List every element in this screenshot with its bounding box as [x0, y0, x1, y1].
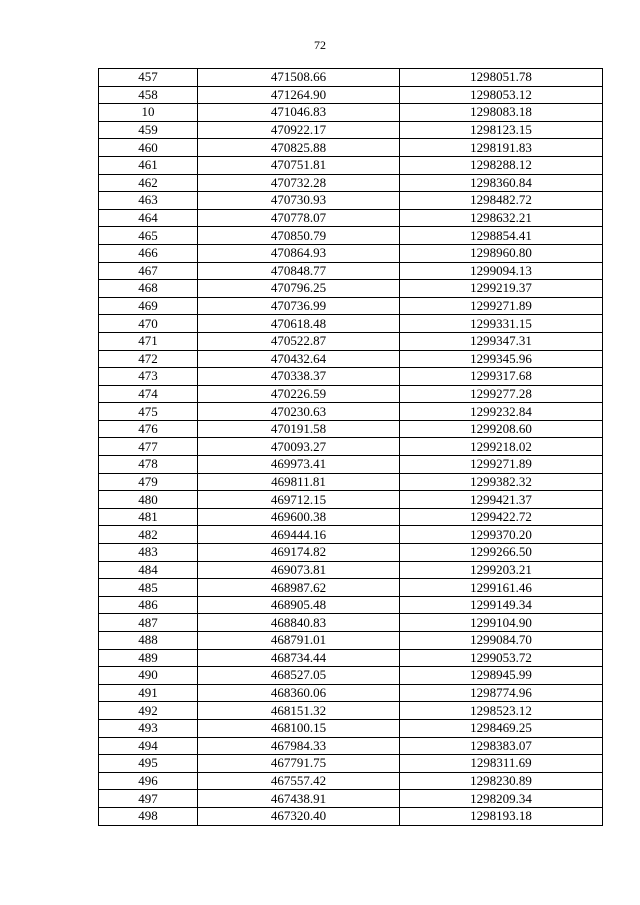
- x-coordinate-cell: 469174.82: [198, 544, 400, 562]
- point-number-cell: 495: [99, 755, 198, 773]
- point-number-cell: 494: [99, 737, 198, 755]
- table-row: [99, 104, 603, 122]
- table-row: [99, 755, 603, 773]
- y-coordinate-cell: 1299271.89: [400, 297, 603, 315]
- y-coordinate-cell: 1298051.78: [400, 69, 603, 87]
- point-number-cell: 458: [99, 86, 198, 104]
- x-coordinate-cell: 470230.63: [198, 403, 400, 421]
- y-coordinate-cell: 1299203.21: [400, 561, 603, 579]
- y-coordinate-cell: 1298288.12: [400, 156, 603, 174]
- y-coordinate-cell: 1299104.90: [400, 614, 603, 632]
- table-row: [99, 684, 603, 702]
- table-row: [99, 473, 603, 491]
- table-row: [99, 632, 603, 650]
- x-coordinate-cell: 470226.59: [198, 385, 400, 403]
- point-number-cell: 10: [99, 104, 198, 122]
- y-coordinate-cell: 1298469.25: [400, 719, 603, 737]
- point-number-cell: 464: [99, 209, 198, 227]
- x-coordinate-cell: 470191.58: [198, 420, 400, 438]
- table-row: [99, 69, 603, 87]
- y-coordinate-cell: 1299277.28: [400, 385, 603, 403]
- point-number-cell: 468: [99, 280, 198, 298]
- y-coordinate-cell: 1298945.99: [400, 667, 603, 685]
- y-coordinate-cell: 1298632.21: [400, 209, 603, 227]
- x-coordinate-cell: 467557.42: [198, 772, 400, 790]
- point-number-cell: 463: [99, 192, 198, 210]
- table-row: [99, 719, 603, 737]
- table-row: [99, 508, 603, 526]
- x-coordinate-cell: 468791.01: [198, 632, 400, 650]
- point-number-cell: 481: [99, 508, 198, 526]
- x-coordinate-cell: 468100.15: [198, 719, 400, 737]
- y-coordinate-cell: 1298311.69: [400, 755, 603, 773]
- y-coordinate-cell: 1298854.41: [400, 227, 603, 245]
- point-number-cell: 490: [99, 667, 198, 685]
- y-coordinate-cell: 1299331.15: [400, 315, 603, 333]
- point-number-cell: 461: [99, 156, 198, 174]
- y-coordinate-cell: 1298123.15: [400, 121, 603, 139]
- point-number-cell: 487: [99, 614, 198, 632]
- x-coordinate-cell: 471264.90: [198, 86, 400, 104]
- table-row: [99, 368, 603, 386]
- y-coordinate-cell: 1298774.96: [400, 684, 603, 702]
- x-coordinate-cell: 470730.93: [198, 192, 400, 210]
- y-coordinate-cell: 1298209.34: [400, 790, 603, 808]
- point-number-cell: 462: [99, 174, 198, 192]
- point-number-cell: 466: [99, 244, 198, 262]
- y-coordinate-cell: 1299149.34: [400, 596, 603, 614]
- y-coordinate-cell: 1299208.60: [400, 420, 603, 438]
- table-row: [99, 156, 603, 174]
- page-number: 72: [314, 38, 326, 52]
- y-coordinate-cell: 1299219.37: [400, 280, 603, 298]
- x-coordinate-cell: 470825.88: [198, 139, 400, 157]
- y-coordinate-cell: 1299084.70: [400, 632, 603, 650]
- x-coordinate-cell: 470432.64: [198, 350, 400, 368]
- x-coordinate-cell: 470736.99: [198, 297, 400, 315]
- x-coordinate-cell: 468527.05: [198, 667, 400, 685]
- x-coordinate-cell: 468905.48: [198, 596, 400, 614]
- table-row: [99, 579, 603, 597]
- y-coordinate-cell: 1299347.31: [400, 332, 603, 350]
- x-coordinate-cell: 468987.62: [198, 579, 400, 597]
- point-number-cell: 488: [99, 632, 198, 650]
- point-number-cell: 498: [99, 807, 198, 825]
- x-coordinate-cell: 469444.16: [198, 526, 400, 544]
- table-row: [99, 667, 603, 685]
- table-row: [99, 315, 603, 333]
- table-row: [99, 385, 603, 403]
- y-coordinate-cell: 1298482.72: [400, 192, 603, 210]
- x-coordinate-cell: 470338.37: [198, 368, 400, 386]
- y-coordinate-cell: 1299421.37: [400, 491, 603, 509]
- point-number-cell: 491: [99, 684, 198, 702]
- y-coordinate-cell: 1299232.84: [400, 403, 603, 421]
- point-number-cell: 497: [99, 790, 198, 808]
- point-number-cell: 460: [99, 139, 198, 157]
- point-number-cell: 482: [99, 526, 198, 544]
- point-number-cell: 484: [99, 561, 198, 579]
- table-row: [99, 614, 603, 632]
- table-row: [99, 790, 603, 808]
- table-row: [99, 491, 603, 509]
- table-row: [99, 86, 603, 104]
- point-number-cell: 476: [99, 420, 198, 438]
- y-coordinate-cell: 1299266.50: [400, 544, 603, 562]
- table-row: [99, 350, 603, 368]
- table-row: [99, 807, 603, 825]
- table-row: [99, 262, 603, 280]
- x-coordinate-cell: 470522.87: [198, 332, 400, 350]
- point-number-cell: 459: [99, 121, 198, 139]
- x-coordinate-cell: 469600.38: [198, 508, 400, 526]
- table-row: [99, 227, 603, 245]
- table-row: [99, 649, 603, 667]
- x-coordinate-cell: 469712.15: [198, 491, 400, 509]
- point-number-cell: 479: [99, 473, 198, 491]
- y-coordinate-cell: 1299094.13: [400, 262, 603, 280]
- x-coordinate-cell: 470751.81: [198, 156, 400, 174]
- coordinates-table-body: [99, 69, 603, 826]
- x-coordinate-cell: 470850.79: [198, 227, 400, 245]
- coordinates-table: [98, 68, 603, 826]
- y-coordinate-cell: 1299317.68: [400, 368, 603, 386]
- point-number-cell: 470: [99, 315, 198, 333]
- point-number-cell: 480: [99, 491, 198, 509]
- table-row: [99, 526, 603, 544]
- y-coordinate-cell: 1298960.80: [400, 244, 603, 262]
- point-number-cell: 489: [99, 649, 198, 667]
- x-coordinate-cell: 467320.40: [198, 807, 400, 825]
- table-row: [99, 332, 603, 350]
- point-number-cell: 496: [99, 772, 198, 790]
- table-row: [99, 456, 603, 474]
- point-number-cell: 483: [99, 544, 198, 562]
- table-row: [99, 244, 603, 262]
- y-coordinate-cell: 1298360.84: [400, 174, 603, 192]
- point-number-cell: 469: [99, 297, 198, 315]
- table-row: [99, 403, 603, 421]
- table-row: [99, 297, 603, 315]
- y-coordinate-cell: 1298383.07: [400, 737, 603, 755]
- y-coordinate-cell: 1298083.18: [400, 104, 603, 122]
- table-row: [99, 174, 603, 192]
- y-coordinate-cell: 1299161.46: [400, 579, 603, 597]
- x-coordinate-cell: 469073.81: [198, 561, 400, 579]
- point-number-cell: 477: [99, 438, 198, 456]
- point-number-cell: 492: [99, 702, 198, 720]
- table-row: [99, 702, 603, 720]
- y-coordinate-cell: 1299271.89: [400, 456, 603, 474]
- table-row: [99, 139, 603, 157]
- point-number-cell: 474: [99, 385, 198, 403]
- table-row: [99, 209, 603, 227]
- x-coordinate-cell: 468151.32: [198, 702, 400, 720]
- y-coordinate-cell: 1299382.32: [400, 473, 603, 491]
- point-number-cell: 465: [99, 227, 198, 245]
- table-row: [99, 280, 603, 298]
- table-row: [99, 737, 603, 755]
- x-coordinate-cell: 468840.83: [198, 614, 400, 632]
- x-coordinate-cell: 471046.83: [198, 104, 400, 122]
- point-number-cell: 471: [99, 332, 198, 350]
- table-row: [99, 561, 603, 579]
- point-number-cell: 485: [99, 579, 198, 597]
- table-row: [99, 420, 603, 438]
- table-row: [99, 438, 603, 456]
- x-coordinate-cell: 469973.41: [198, 456, 400, 474]
- y-coordinate-cell: 1298193.18: [400, 807, 603, 825]
- table-row: [99, 596, 603, 614]
- x-coordinate-cell: 470732.28: [198, 174, 400, 192]
- x-coordinate-cell: 470864.93: [198, 244, 400, 262]
- x-coordinate-cell: 471508.66: [198, 69, 400, 87]
- x-coordinate-cell: 470618.48: [198, 315, 400, 333]
- table-row: [99, 544, 603, 562]
- x-coordinate-cell: 468734.44: [198, 649, 400, 667]
- table-row: [99, 192, 603, 210]
- x-coordinate-cell: 469811.81: [198, 473, 400, 491]
- point-number-cell: 478: [99, 456, 198, 474]
- x-coordinate-cell: 468360.06: [198, 684, 400, 702]
- y-coordinate-cell: 1299370.20: [400, 526, 603, 544]
- point-number-cell: 486: [99, 596, 198, 614]
- y-coordinate-cell: 1299218.02: [400, 438, 603, 456]
- point-number-cell: 475: [99, 403, 198, 421]
- x-coordinate-cell: 467791.75: [198, 755, 400, 773]
- table-row: [99, 772, 603, 790]
- point-number-cell: 472: [99, 350, 198, 368]
- point-number-cell: 493: [99, 719, 198, 737]
- y-coordinate-cell: 1298230.89: [400, 772, 603, 790]
- y-coordinate-cell: 1298523.12: [400, 702, 603, 720]
- x-coordinate-cell: 470778.07: [198, 209, 400, 227]
- point-number-cell: 467: [99, 262, 198, 280]
- y-coordinate-cell: 1298191.83: [400, 139, 603, 157]
- table-row: [99, 121, 603, 139]
- y-coordinate-cell: 1299345.96: [400, 350, 603, 368]
- x-coordinate-cell: 470796.25: [198, 280, 400, 298]
- x-coordinate-cell: 470093.27: [198, 438, 400, 456]
- x-coordinate-cell: 470848.77: [198, 262, 400, 280]
- y-coordinate-cell: 1298053.12: [400, 86, 603, 104]
- point-number-cell: 457: [99, 69, 198, 87]
- y-coordinate-cell: 1299053.72: [400, 649, 603, 667]
- point-number-cell: 473: [99, 368, 198, 386]
- x-coordinate-cell: 467984.33: [198, 737, 400, 755]
- x-coordinate-cell: 470922.17: [198, 121, 400, 139]
- x-coordinate-cell: 467438.91: [198, 790, 400, 808]
- y-coordinate-cell: 1299422.72: [400, 508, 603, 526]
